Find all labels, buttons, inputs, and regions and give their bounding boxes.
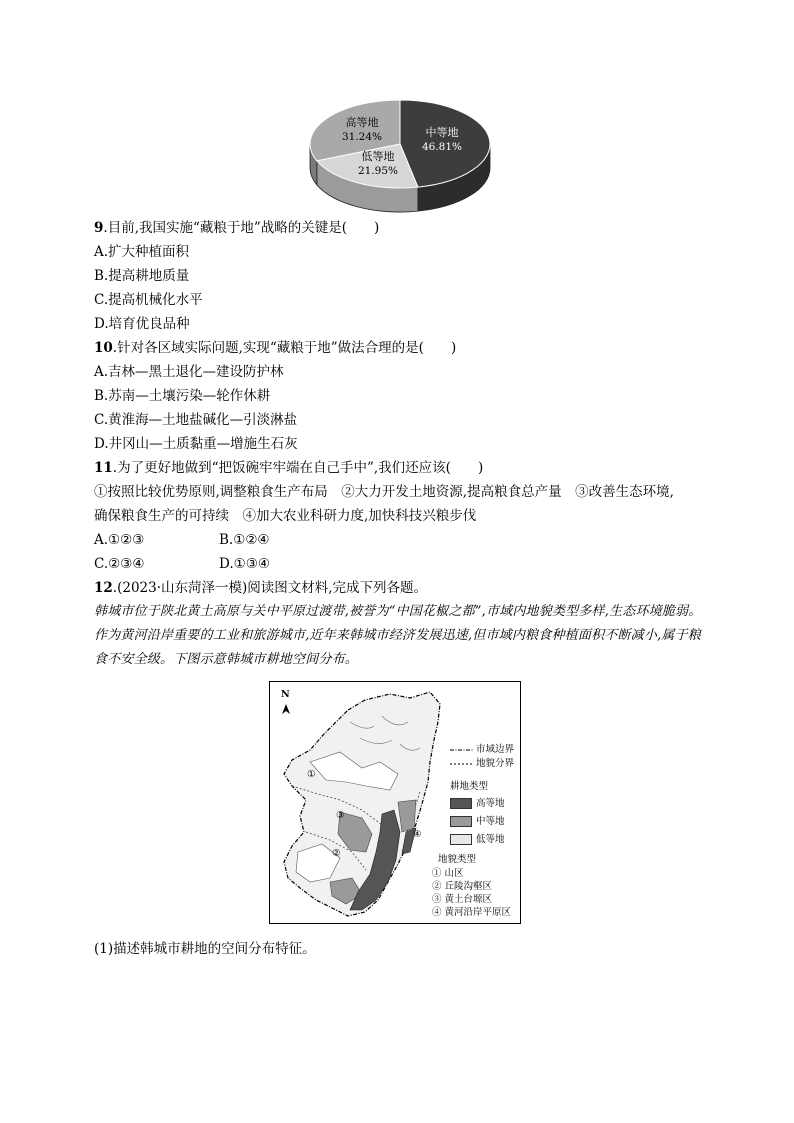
q9-stem xyxy=(94,219,379,237)
legend-swatch-low xyxy=(450,834,472,845)
q12-sub1: (1)描述韩城市耕地的空间分布特征。 xyxy=(94,941,316,957)
pie-label-value-1: 21.95% xyxy=(357,165,399,177)
legend-mid-grade: 中等地 xyxy=(476,816,505,827)
q10-stem xyxy=(94,339,456,357)
q9-option-b: B.提高耕地质量 xyxy=(94,268,190,284)
legend-line-samples xyxy=(450,744,476,774)
q11-number: 11 xyxy=(94,460,113,476)
region-mark-2: ② xyxy=(332,848,341,859)
q10-option-a: A.吉林—黑土退化—建设防护林 xyxy=(94,364,284,380)
q10-text: .针对各区域实际问题,实现“藏粮于地”做法合理的是( ) xyxy=(112,340,457,356)
q10-option-d: D.井冈山—土质黏重—增施生石灰 xyxy=(94,436,298,452)
pie-label-value-2: 31.24% xyxy=(341,131,383,143)
q9-option-d: D.培育优良品种 xyxy=(94,316,190,332)
q11-stem xyxy=(94,459,483,477)
q9-text: .目前,我国实施“藏粮于地”战略的关键是( ) xyxy=(103,220,380,236)
legend-swatch-mid xyxy=(450,816,472,827)
pie-label-name-1: 低等地 xyxy=(361,150,395,163)
legend-swatch-high xyxy=(450,798,472,809)
q9-number: 9 xyxy=(94,220,104,236)
q12-material: 韩城市位于陕北黄土高原与关中平原过渡带,被誉为“中国花椒之都”,市域内地貌类型多样,生态环境脆弱。作为黄河沿岸重要的工业和旅游城市,近年来韩城市经济发展迅速,但市域内粮食种植面积不断减小,属于粮食不安全级。下图示意韩城市耕地空间分布。 xyxy=(94,604,702,667)
pie-label-name-0: 中等地 xyxy=(425,126,459,139)
q11-option-d: D.①③④ xyxy=(219,556,270,572)
north-label: N xyxy=(281,689,290,700)
north-arrow-icon xyxy=(282,704,290,714)
legend-land-type-title: 耕地类型 xyxy=(450,781,489,792)
q11-items-line1: ①按照比较优势原则,调整粮食生产布局 ②大力开发土地资源,提高粮食总产量 ③改善生态环境, xyxy=(94,484,674,500)
q12-text: .(2023·山东菏泽一模)阅读图文材料,完成下列各题。 xyxy=(112,580,428,596)
q11-items-line2: 确保粮食生产的可持续 ④加大农业科研力度,加快科技兴粮步伐 xyxy=(94,508,477,524)
legend-landform-2: ② 丘陵沟壑区 xyxy=(432,881,493,892)
q12-number: 12 xyxy=(94,580,113,596)
q9-option-c: C.提高机械化水平 xyxy=(94,292,203,308)
pie-label-name-2: 高等地 xyxy=(345,116,379,129)
hancheng-farmland-map xyxy=(269,681,521,924)
region-mark-3: ③ xyxy=(336,810,345,821)
legend-high-grade: 高等地 xyxy=(476,798,505,809)
q12-stem xyxy=(94,579,427,597)
legend-low-grade: 低等地 xyxy=(476,834,505,845)
legend-city-boundary: 市域边界 xyxy=(476,744,515,755)
q11-option-c: C.②③④ xyxy=(94,556,145,572)
region-mark-4: ④ xyxy=(413,829,422,840)
q10-number: 10 xyxy=(94,340,113,356)
land-quality-pie-chart xyxy=(304,96,496,216)
pie-svg xyxy=(304,96,496,216)
q11-option-a: A.①②③ xyxy=(94,532,145,548)
q10-option-c: C.黄淮海—土地盐碱化—引淡淋盐 xyxy=(94,412,298,428)
legend-landform-3: ③ 黄土台塬区 xyxy=(432,894,493,905)
legend-landform-4: ④ 黄河沿岸平原区 xyxy=(432,907,512,918)
q10-option-b: B.苏南—土壤污染—轮作休耕 xyxy=(94,388,271,404)
legend-landform-title: 地貌类型 xyxy=(438,854,477,865)
region-mark-1: ① xyxy=(307,769,316,780)
q11-option-b: B.①②④ xyxy=(219,532,270,548)
city-boundary-outline xyxy=(284,692,440,916)
legend-landform-boundary: 地貌分界 xyxy=(476,758,515,769)
q11-text: .为了更好地做到“把饭碗牢牢端在自己手中”,我们还应该( ) xyxy=(112,460,484,476)
legend-landform-1: ① 山区 xyxy=(432,868,464,879)
pie-label-value-0: 46.81% xyxy=(421,141,463,153)
q9-option-a: A.扩大种植面积 xyxy=(94,244,190,260)
